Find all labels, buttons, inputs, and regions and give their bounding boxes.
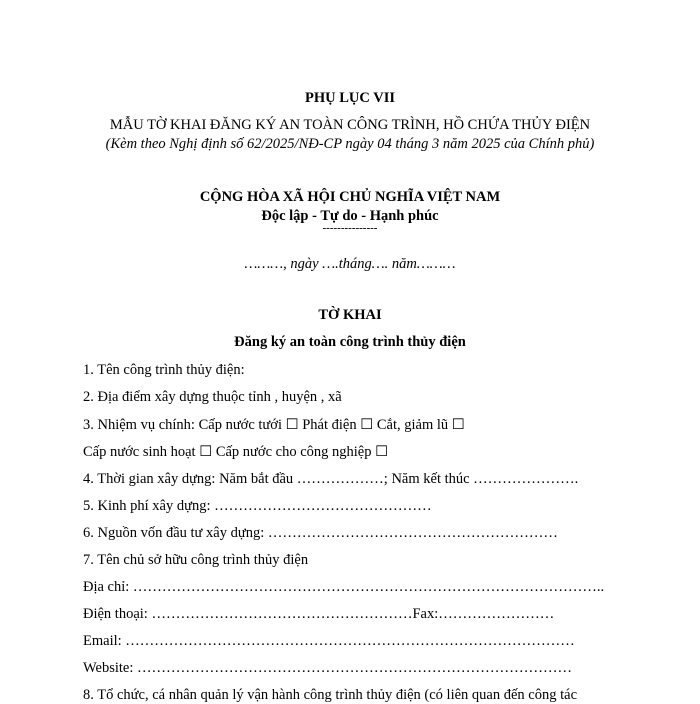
- form-title: MẪU TỜ KHAI ĐĂNG KÝ AN TOÀN CÔNG TRÌNH, HỒ CHỨA THỦY ĐIỆN: [109, 117, 591, 133]
- field-construction-time: 4. Thời gian xây dựng: Năm bắt đầu ………………; Năm kết thúc ………………….: [83, 471, 579, 487]
- appendix-title: PHỤ LỤC VII: [305, 90, 395, 106]
- field-funding-source: 6. Nguồn vốn đầu tư xây dựng: ……………………………………………………: [83, 525, 558, 541]
- national-motto: Độc lập - Tự do - Hạnh phúc: [261, 208, 439, 224]
- field-construction-cost: 5. Kinh phí xây dựng: ………………………………………: [83, 498, 432, 514]
- field-project-name: 1. Tên công trình thủy điện:: [83, 362, 245, 378]
- field-address: Địa chỉ: ……………………………………………………………………………………..: [83, 579, 605, 595]
- field-main-tasks: 3. Nhiệm vụ chính: Cấp nước tưới ☐ Phát điện ☐ Cắt, giảm lũ ☐: [83, 417, 465, 433]
- country-name: CỘNG HÒA XÃ HỘI CHỦ NGHĨA VIỆT NAM: [199, 189, 501, 205]
- decree-note: (Kèm theo Nghị định số 62/2025/NĐ-CP ngày 04 tháng 3 năm 2025 của Chính phủ): [105, 136, 595, 152]
- declaration-title: TỜ KHAI: [318, 307, 382, 323]
- field-owner-name: 7. Tên chủ sở hữu công trình thủy điện: [83, 552, 309, 568]
- field-phone-fax: Điện thoại: ………………………………………………Fax:……………………: [83, 606, 555, 622]
- field-email: Email: …………………………………………………………………………………: [83, 633, 575, 649]
- field-operator: 8. Tổ chức, cá nhân quản lý vận hành công trình thủy điện (có liên quan đến công tác: [83, 687, 577, 703]
- field-main-tasks-cont: Cấp nước sinh hoạt ☐ Cấp nước cho công nghiệp ☐: [83, 444, 389, 460]
- date-line: ………, ngày ….tháng…. năm………: [244, 256, 456, 272]
- field-website: Website: ………………………………………………………………………………: [83, 660, 572, 676]
- declaration-subtitle: Đăng ký an toàn công trình thủy điện: [234, 334, 466, 350]
- motto-divider: ---------------: [322, 222, 378, 234]
- field-location: 2. Địa điểm xây dựng thuộc tỉnh , huyện , xã: [83, 389, 342, 405]
